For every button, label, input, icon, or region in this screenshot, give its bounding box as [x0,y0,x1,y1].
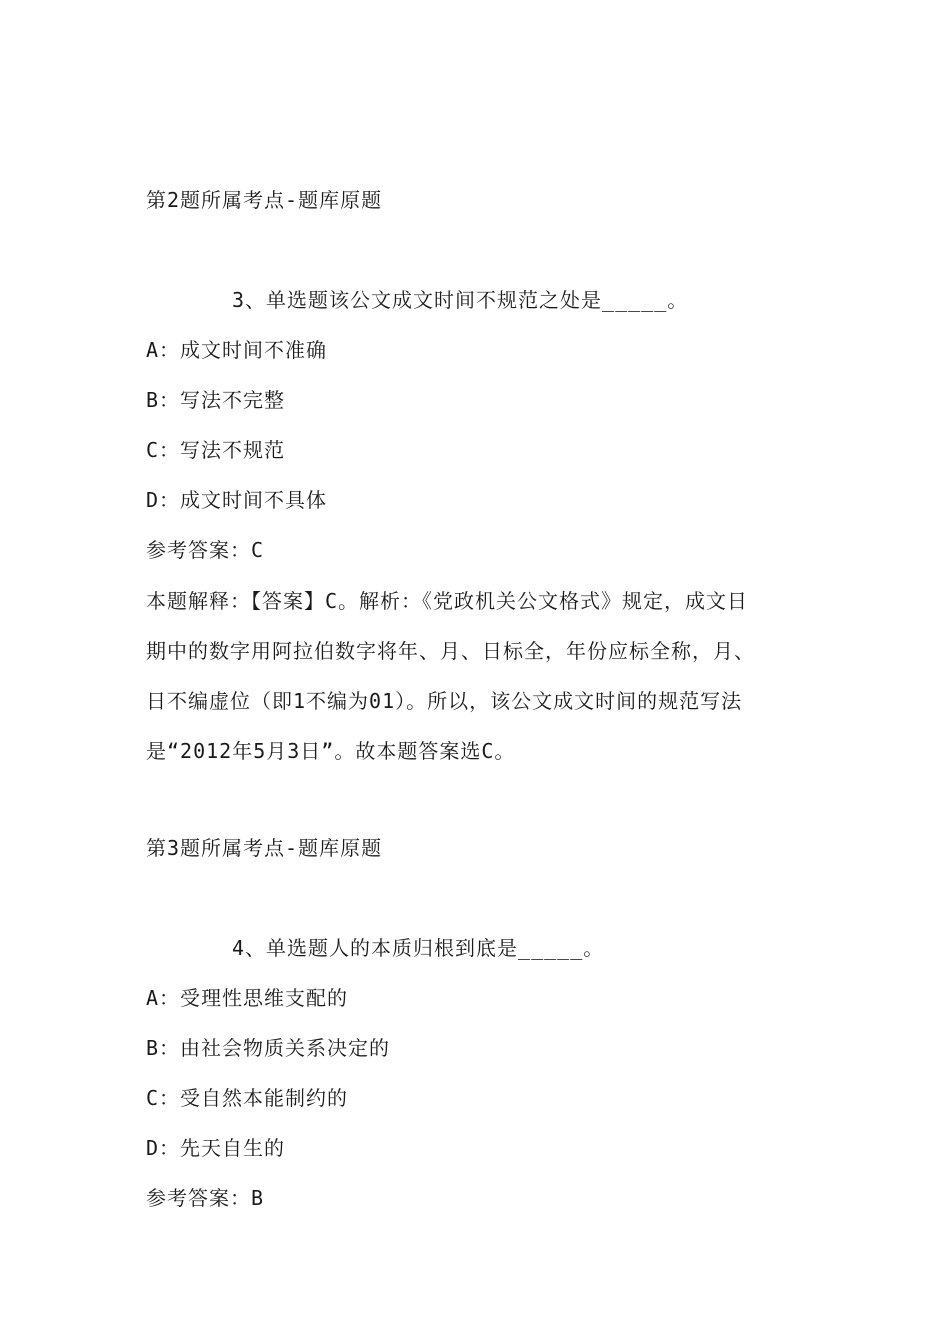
q4-option-d: D：先天自生的 [146,1136,286,1160]
q3-option-d: D：成文时间不具体 [146,488,328,512]
q3-stem: 3、单选题该公文成文时间不规范之处是_____。 [232,288,689,312]
q3-option-c: C：写法不规范 [146,438,286,462]
explanation-line: 日不编虚位（即1不编为01）。所以，该公文成文时间的规范写法 [146,689,743,713]
q3-option-b: B：写法不完整 [146,388,286,412]
explanation-line: 本题解释：【答案】C。解析：《党政机关公文格式》规定，成文日 [146,589,749,613]
q4-option-b: B：由社会物质关系决定的 [146,1036,391,1060]
q4-stem: 4、单选题人的本质归根到底是_____。 [232,936,605,960]
q4-option-a: A：受理性思维支配的 [146,986,349,1010]
explanation-line: 是“2012年5月3日”。故本题答案选C。 [146,739,516,763]
q4-option-c: C：受自然本能制约的 [146,1086,349,1110]
explanation-line: 期中的数字用阿拉伯数字将年、月、日标全，年份应标全称，月、 [146,639,755,663]
q2-source-label: 第2题所属考点-题库原题 [146,188,383,212]
q3-option-a: A：成文时间不准确 [146,338,328,362]
q3-answer: 参考答案：C [146,538,265,562]
q3-explanation [146,576,816,776]
q3-source-label: 第3题所属考点-题库原题 [146,836,383,860]
q4-answer: 参考答案：B [146,1186,265,1210]
